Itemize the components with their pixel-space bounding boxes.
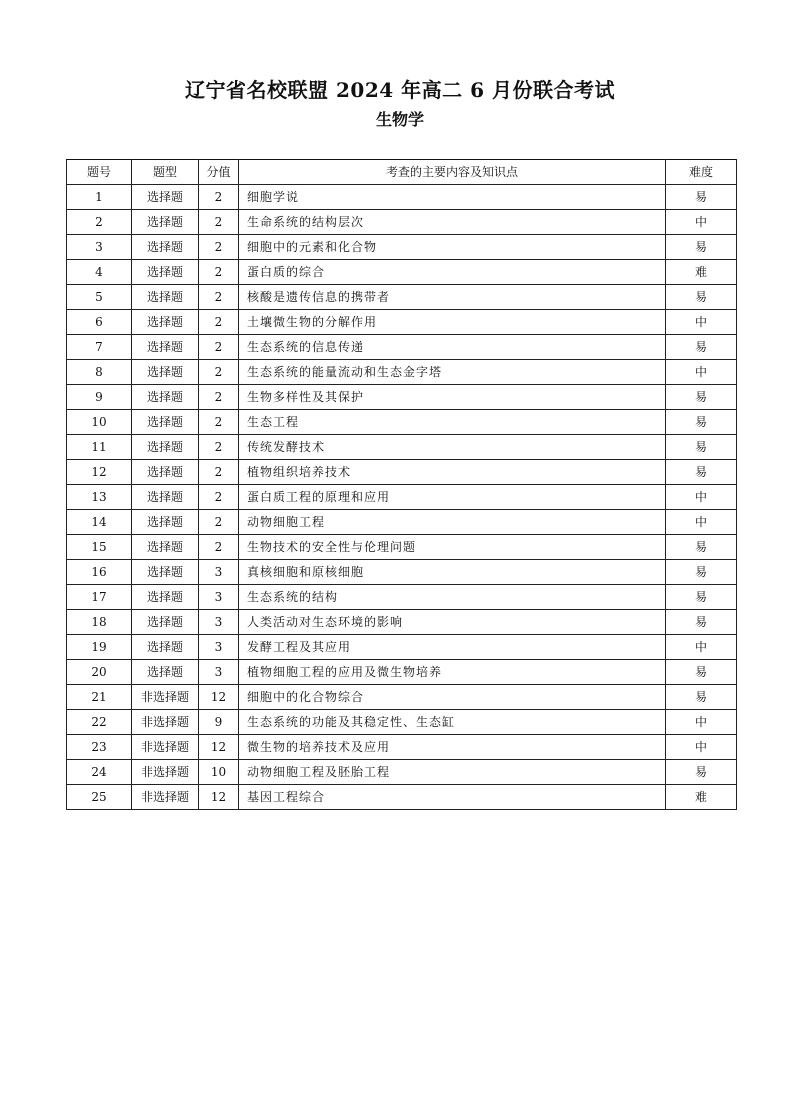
difficulty-cell: 易 — [666, 185, 737, 210]
table-row — [67, 560, 737, 585]
table-row — [67, 435, 737, 460]
content-cell: 植物组织培养技术 — [239, 460, 666, 485]
table-row — [67, 510, 737, 535]
difficulty-cell: 易 — [666, 660, 737, 685]
table-header-row — [67, 160, 737, 185]
content-cell: 细胞中的元素和化合物 — [239, 235, 666, 260]
question-type-cell: 选择题 — [132, 235, 199, 260]
question-type-cell: 选择题 — [132, 210, 199, 235]
question-number-cell: 21 — [67, 685, 132, 710]
question-type-cell: 非选择题 — [132, 710, 199, 735]
table-row — [67, 460, 737, 485]
difficulty-cell: 易 — [666, 235, 737, 260]
column-header-number: 题号 — [67, 160, 132, 185]
question-type-cell: 选择题 — [132, 310, 199, 335]
question-type-cell: 选择题 — [132, 435, 199, 460]
content-cell: 细胞中的化合物综合 — [239, 685, 666, 710]
question-type-cell: 选择题 — [132, 285, 199, 310]
table-row — [67, 285, 737, 310]
score-cell: 3 — [199, 560, 239, 585]
table-row — [67, 710, 737, 735]
question-number-cell: 17 — [67, 585, 132, 610]
question-number-cell: 23 — [67, 735, 132, 760]
table-row — [67, 535, 737, 560]
difficulty-cell: 易 — [666, 585, 737, 610]
table-row — [67, 185, 737, 210]
difficulty-cell: 易 — [666, 285, 737, 310]
question-number-cell: 11 — [67, 435, 132, 460]
difficulty-cell: 难 — [666, 260, 737, 285]
table-row — [67, 660, 737, 685]
score-cell: 2 — [199, 510, 239, 535]
difficulty-cell: 中 — [666, 735, 737, 760]
difficulty-cell: 易 — [666, 410, 737, 435]
score-cell: 3 — [199, 660, 239, 685]
question-number-cell: 4 — [67, 260, 132, 285]
score-cell: 12 — [199, 685, 239, 710]
difficulty-cell: 易 — [666, 560, 737, 585]
difficulty-cell: 难 — [666, 785, 737, 810]
content-cell: 蛋白质的综合 — [239, 260, 666, 285]
content-cell: 蛋白质工程的原理和应用 — [239, 485, 666, 510]
question-type-cell: 选择题 — [132, 510, 199, 535]
score-cell: 12 — [199, 785, 239, 810]
question-number-cell: 6 — [67, 310, 132, 335]
content-cell: 生物多样性及其保护 — [239, 385, 666, 410]
question-number-cell: 5 — [67, 285, 132, 310]
table-row — [67, 485, 737, 510]
score-cell: 2 — [199, 260, 239, 285]
difficulty-cell: 中 — [666, 360, 737, 385]
score-cell: 3 — [199, 610, 239, 635]
score-cell: 2 — [199, 210, 239, 235]
question-type-cell: 非选择题 — [132, 760, 199, 785]
question-type-cell: 选择题 — [132, 660, 199, 685]
difficulty-cell: 易 — [666, 460, 737, 485]
table-row — [67, 785, 737, 810]
question-number-cell: 8 — [67, 360, 132, 385]
content-cell: 发酵工程及其应用 — [239, 635, 666, 660]
difficulty-cell: 易 — [666, 610, 737, 635]
question-number-cell: 13 — [67, 485, 132, 510]
difficulty-cell: 中 — [666, 310, 737, 335]
score-cell: 2 — [199, 460, 239, 485]
question-type-cell: 非选择题 — [132, 685, 199, 710]
score-cell: 2 — [199, 485, 239, 510]
content-cell: 动物细胞工程及胚胎工程 — [239, 760, 666, 785]
score-cell: 12 — [199, 735, 239, 760]
difficulty-cell: 易 — [666, 685, 737, 710]
difficulty-cell: 易 — [666, 335, 737, 360]
content-cell: 传统发酵技术 — [239, 435, 666, 460]
table-row — [67, 260, 737, 285]
difficulty-cell: 中 — [666, 635, 737, 660]
score-cell: 2 — [199, 310, 239, 335]
table-row — [67, 585, 737, 610]
question-number-cell: 1 — [67, 185, 132, 210]
question-number-cell: 15 — [67, 535, 132, 560]
table-row — [67, 235, 737, 260]
question-type-cell: 非选择题 — [132, 785, 199, 810]
score-cell: 2 — [199, 285, 239, 310]
question-number-cell: 2 — [67, 210, 132, 235]
content-cell: 基因工程综合 — [239, 785, 666, 810]
content-cell: 生态系统的信息传递 — [239, 335, 666, 360]
question-number-cell: 20 — [67, 660, 132, 685]
table-row — [67, 635, 737, 660]
table-body — [67, 185, 737, 810]
question-number-cell: 10 — [67, 410, 132, 435]
difficulty-cell: 中 — [666, 210, 737, 235]
question-type-cell: 选择题 — [132, 460, 199, 485]
question-number-cell: 18 — [67, 610, 132, 635]
content-cell: 细胞学说 — [239, 185, 666, 210]
table-row — [67, 210, 737, 235]
content-cell: 核酸是遗传信息的携带者 — [239, 285, 666, 310]
table-row — [67, 735, 737, 760]
content-cell: 生命系统的结构层次 — [239, 210, 666, 235]
question-type-cell: 选择题 — [132, 410, 199, 435]
question-type-cell: 选择题 — [132, 385, 199, 410]
content-cell: 生态工程 — [239, 410, 666, 435]
content-cell: 生物技术的安全性与伦理问题 — [239, 535, 666, 560]
score-cell: 2 — [199, 410, 239, 435]
difficulty-cell: 易 — [666, 535, 737, 560]
score-cell: 2 — [199, 185, 239, 210]
question-type-cell: 选择题 — [132, 485, 199, 510]
question-number-cell: 7 — [67, 335, 132, 360]
difficulty-cell: 中 — [666, 710, 737, 735]
difficulty-cell: 易 — [666, 435, 737, 460]
score-cell: 3 — [199, 585, 239, 610]
score-cell: 2 — [199, 385, 239, 410]
content-cell: 人类活动对生态环境的影响 — [239, 610, 666, 635]
content-cell: 生态系统的结构 — [239, 585, 666, 610]
table-row — [67, 760, 737, 785]
question-type-cell: 选择题 — [132, 585, 199, 610]
difficulty-cell: 易 — [666, 760, 737, 785]
question-number-cell: 24 — [67, 760, 132, 785]
exam-analysis-table — [66, 159, 737, 810]
score-cell: 2 — [199, 235, 239, 260]
column-header-type: 题型 — [132, 160, 199, 185]
difficulty-cell: 易 — [666, 385, 737, 410]
score-cell: 2 — [199, 360, 239, 385]
question-type-cell: 选择题 — [132, 610, 199, 635]
question-number-cell: 3 — [67, 235, 132, 260]
question-type-cell: 选择题 — [132, 360, 199, 385]
question-type-cell: 选择题 — [132, 635, 199, 660]
table-row — [67, 385, 737, 410]
question-number-cell: 19 — [67, 635, 132, 660]
table-row — [67, 335, 737, 360]
content-cell: 生态系统的功能及其稳定性、生态缸 — [239, 710, 666, 735]
column-header-difficulty: 难度 — [666, 160, 737, 185]
difficulty-cell: 中 — [666, 510, 737, 535]
question-number-cell: 25 — [67, 785, 132, 810]
score-cell: 10 — [199, 760, 239, 785]
question-type-cell: 非选择题 — [132, 735, 199, 760]
score-cell: 2 — [199, 435, 239, 460]
difficulty-cell: 中 — [666, 485, 737, 510]
question-number-cell: 9 — [67, 385, 132, 410]
score-cell: 2 — [199, 335, 239, 360]
content-cell: 微生物的培养技术及应用 — [239, 735, 666, 760]
table-row — [67, 410, 737, 435]
content-cell: 生态系统的能量流动和生态金字塔 — [239, 360, 666, 385]
table-row — [67, 310, 737, 335]
question-number-cell: 12 — [67, 460, 132, 485]
question-number-cell: 16 — [67, 560, 132, 585]
column-header-content: 考查的主要内容及知识点 — [239, 160, 666, 185]
score-cell: 2 — [199, 535, 239, 560]
subject-title: 生物学 — [375, 110, 424, 129]
content-cell: 植物细胞工程的应用及微生物培养 — [239, 660, 666, 685]
table-row — [67, 685, 737, 710]
question-type-cell: 选择题 — [132, 560, 199, 585]
column-header-score: 分值 — [199, 160, 239, 185]
content-cell: 真核细胞和原核细胞 — [239, 560, 666, 585]
content-cell: 土壤微生物的分解作用 — [239, 310, 666, 335]
content-cell: 动物细胞工程 — [239, 510, 666, 535]
question-type-cell: 选择题 — [132, 535, 199, 560]
question-type-cell: 选择题 — [132, 335, 199, 360]
question-type-cell: 选择题 — [132, 185, 199, 210]
table-row — [67, 610, 737, 635]
document-title: 辽宁省名校联盟 2024 年高二 6 月份联合考试 — [185, 78, 615, 102]
table-row — [67, 360, 737, 385]
question-number-cell: 22 — [67, 710, 132, 735]
score-cell: 3 — [199, 635, 239, 660]
question-number-cell: 14 — [67, 510, 132, 535]
question-type-cell: 选择题 — [132, 260, 199, 285]
score-cell: 9 — [199, 710, 239, 735]
